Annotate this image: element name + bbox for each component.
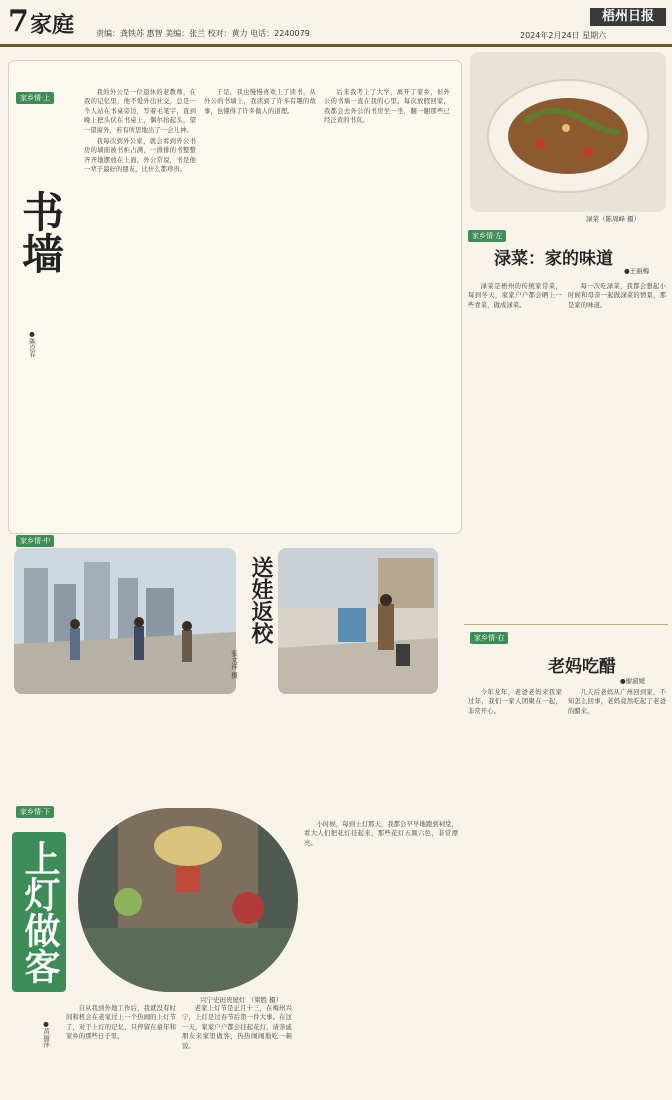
article-send-off-author: 张文祥 摄: [230, 650, 238, 679]
article-mom-tag: 家乡情·右: [470, 632, 508, 644]
article-pickled-tag: 家乡情·左: [468, 230, 506, 242]
article-books-title: 书墙: [16, 190, 65, 274]
article-books-tag: 家乡情·上: [16, 92, 54, 104]
article-lanterns-para-3: 小时候，每到上灯那天，我都会早早地跑到祠堂，看大人们把花灯挂起来，那些花灯五颜六色，非常漂亮。: [304, 821, 458, 847]
article-books-col-2: [204, 88, 316, 518]
article-books-author: ●陈良春: [28, 330, 36, 358]
article-books-para-4: 后来我考上了大学，离开了家乡，但外公的书墙一直在我的心里。每次放假回家，我都会去外公的书房坐一坐，翻一翻那些已经泛黄的书页。: [324, 89, 450, 125]
article-send-off-tag: 家乡情·中: [16, 535, 54, 547]
paper-date: 2024年2月24日 星期六: [520, 31, 607, 40]
article-mom-title: 老妈吃醋: [548, 657, 616, 677]
article-mom-para-1: 今年龙年，老爸老妈来我家过年，我们一家人团聚在一起，非常开心。: [468, 689, 562, 715]
article-send-off-title: 送娃返校: [248, 556, 274, 644]
article-books-para-2: 我每次到外公家，就会看到外公书房的墙面被书柜占满，一排排的书整整齐齐地摆放在上面。外公常说，书是他一辈子最好的朋友，比什么都珍贵。: [84, 138, 196, 174]
article-lanterns-col-1: [66, 1004, 176, 1092]
article-books-para-3: 于是，我也慢慢喜欢上了读书，从外公的书墙上，我读到了许多有趣的故事，也懂得了许多做人的道理。: [204, 89, 316, 115]
article-lanterns-tag: 家乡情·下: [16, 806, 54, 818]
article-lanterns-col-2: [182, 1004, 292, 1092]
article-pickled-para-1: 渌菜是梧州的传统家常菜，每到冬天，家家户户都会晒上一些青菜，做成渌菜。: [468, 283, 562, 309]
article-pickled-author: ●王丽梅: [624, 267, 650, 275]
pickled-veg-photo-caption: 渌菜（陈周峰 摄）: [586, 215, 641, 223]
article-pickled-title: 渌菜：家的味道: [494, 249, 613, 269]
article-books-para-1: 我的外公是一位退休的老教师，在我的记忆里，他不爱外出社交，总是一个人站在书桌旁边，写着毛笔字，直到晚上把头伏在书桌上，偶尔抬起头，望一望窗外，若有所思地出了一会儿神。: [84, 89, 196, 134]
article-mom-col-2: [568, 688, 666, 1092]
article-mom-para-2: 几天后老妈从广州回到家，不知怎么回事，老妈竟然吃起了老爸的醋来。: [568, 689, 666, 715]
article-pickled-para-2: 每一次吃渌菜，我都会想起小时候和母亲一起做渌菜的情景，那是家的味道。: [568, 283, 666, 309]
paper-logo: 梧州日报: [590, 8, 666, 26]
lantern-photo-caption: 兴宁史田贵屋灯 （梁胜 摄）: [200, 996, 283, 1004]
lantern-photo: [78, 808, 298, 992]
send-off-photo-left: [14, 548, 236, 694]
editors-line: 责编：龚铁苏 惠智 美编：张兰 校对：黄力 电话：2240079: [96, 29, 310, 38]
column-divider: [464, 624, 668, 625]
article-lanterns-title: 上灯做客: [12, 832, 66, 992]
article-lanterns-para-1: 自从我到外地工作后，我就没有时间和机会在老家过上一个热闹的上灯节了，对于上灯的记忆，只停留在童年和家乡的那些日子里。: [66, 1005, 176, 1041]
article-books-col-1: [84, 88, 196, 518]
article-lanterns-col-3: [304, 820, 458, 1092]
article-books-col-3: [324, 88, 450, 518]
page-header: [0, 0, 672, 47]
article-mom-author: ●廖淑媛: [620, 677, 646, 685]
article-mom-col-1: [468, 688, 562, 1092]
page-number: 7: [8, 4, 29, 39]
pickled-veg-photo: [470, 52, 666, 212]
article-lanterns-para-2: 老家上灯节是正月十三，在梅州兴宁，上灯是过春节后第一件大事。在这一天，家家户户都会挂起花灯，请亲戚朋友来家里做客，热热闹闹地吃一顿饭。: [182, 1005, 292, 1050]
article-pickled-col-1: [468, 282, 562, 622]
article-pickled-col-2: [568, 282, 666, 622]
section-title: 家庭: [30, 12, 75, 38]
send-off-photo-right: [278, 548, 438, 694]
article-lanterns-author: ●黄丽萍: [42, 1020, 50, 1048]
